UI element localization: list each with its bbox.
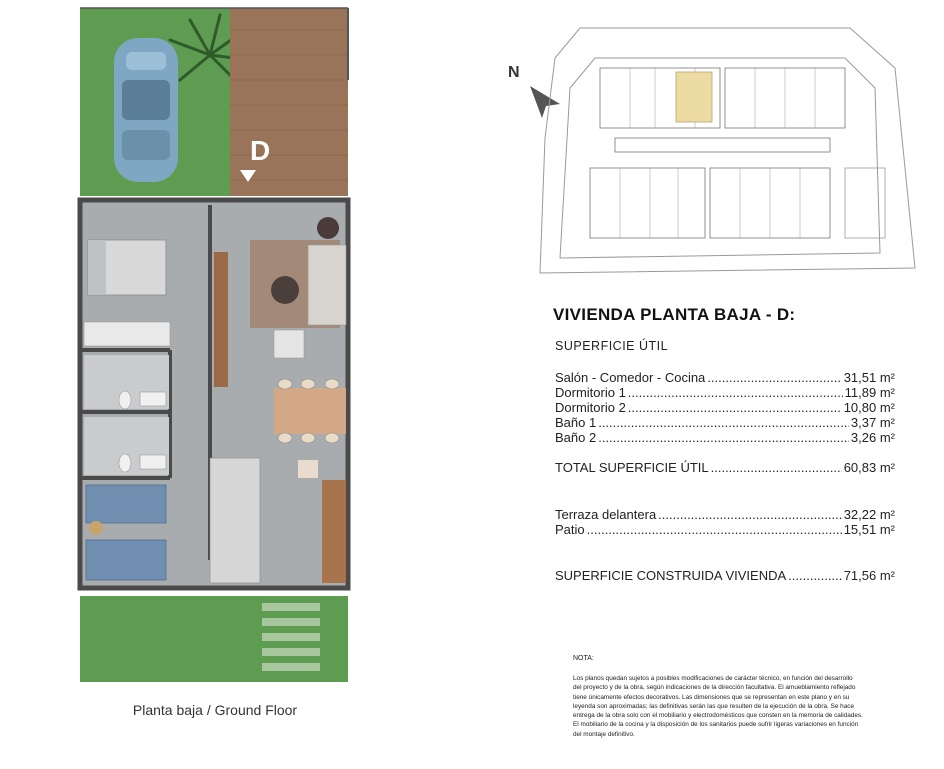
highlighted-unit [676,72,712,122]
area-row: Baño 2 ..... 3,26 m² [555,430,895,445]
dining-table [274,388,346,434]
sofa [308,245,346,325]
area-row: Dormitorio 1 ..... 11,89 m² [555,385,895,400]
tv-unit [214,252,228,387]
note-text: Los planos quedan sujetos a posibles modificaciones de carácter técnico, en función del desarrollo del proyecto y de la obra, según indicaciones de la dirección facultativa. El amueblamiento reflejado tiene únicamente efectos decorativos. Las dimensiones que se representan en este plano y en su leyenda son aproximadas; las definitivas serán las que resulten de la ejecución de la obra. Se hace entrega de la obra solo con el mobiliario y electrodomésticos que consten en la memoria de calidades. El mobiliario de la cocina y la disposición de los sanitarios puede sufrir ligeras variaciones en función del montaje definitivo. [573,675,863,738]
bed-2b [86,540,166,580]
coffee-table [271,276,299,304]
area-row: Salón - Comedor - Cocina ..... 31,51 m² [555,370,895,385]
area-row: Patio ..... 15,51 m² [555,522,895,537]
front-terrace [230,8,348,196]
floor-plan-caption: Planta baja / Ground Floor [132,702,298,718]
wardrobe-1 [84,322,170,346]
car-icon [114,38,178,182]
kitchen-worktop [322,480,346,583]
kitchen-counter [210,458,260,583]
total-area-row: TOTAL SUPERFICIE ÚTIL ..... 60,83 m² [555,460,895,475]
unit-marker: D [250,135,271,166]
usable-area-heading: SUPERFICIE ÚTIL [555,339,669,353]
bed-2a [86,485,166,523]
site-plan [500,18,930,283]
built-area-row: SUPERFICIE CONSTRUIDA VIVIENDA ..... 71,56 m² [555,568,895,583]
area-row: Terraza delantera ..... 32,22 m² [555,507,895,522]
area-row: Baño 1 ..... 3,37 m² [555,415,895,430]
area-row: Dormitorio 2 ..... 10,80 m² [555,400,895,415]
unit-title: VIVIENDA PLANTA BAJA - D: [553,305,796,324]
floor-plan [70,0,360,690]
north-label: N [508,64,520,81]
note-heading: NOTA: [573,655,594,662]
